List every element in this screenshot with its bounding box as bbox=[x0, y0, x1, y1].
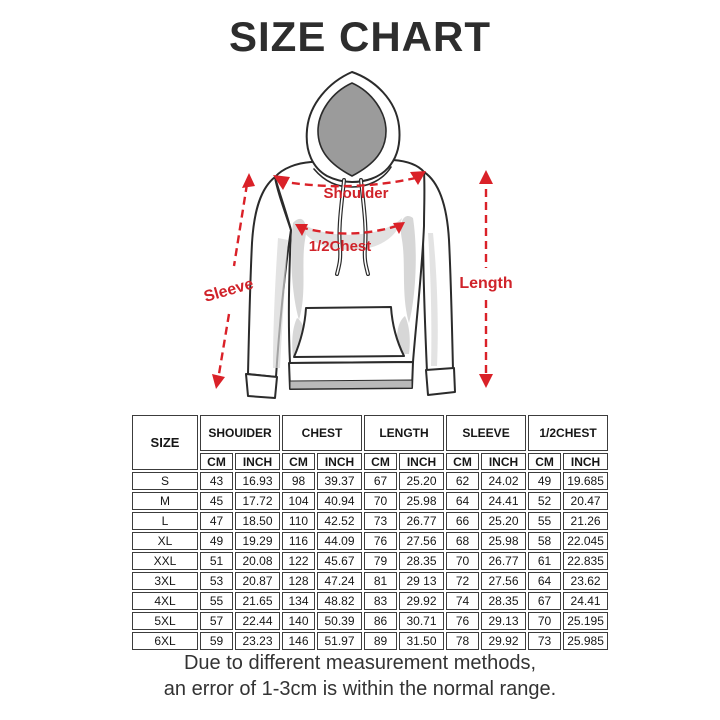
value-cell: 25.985 bbox=[563, 632, 608, 650]
hoodie-illustration bbox=[185, 68, 535, 408]
size-cell: XL bbox=[132, 532, 198, 550]
value-cell: 21.65 bbox=[235, 592, 280, 610]
value-cell: 24.41 bbox=[481, 492, 526, 510]
value-cell: 22.835 bbox=[563, 552, 608, 570]
value-cell: 64 bbox=[528, 572, 561, 590]
value-cell: 122 bbox=[282, 552, 315, 570]
table-row bbox=[132, 612, 608, 630]
value-cell: 78 bbox=[446, 632, 479, 650]
value-cell: 62 bbox=[446, 472, 479, 490]
unit-header-cell: CM bbox=[200, 453, 233, 470]
footer-note-line2: an error of 1-3cm is within the normal range. bbox=[163, 678, 557, 700]
value-cell: 79 bbox=[364, 552, 397, 570]
table-row bbox=[132, 632, 608, 650]
value-cell: 28.35 bbox=[399, 552, 444, 570]
size-header-cell: SIZE bbox=[132, 415, 198, 470]
value-cell: 16.93 bbox=[235, 472, 280, 490]
value-cell: 20.08 bbox=[235, 552, 280, 570]
group-header-half-chest: 1/2CHEST bbox=[528, 415, 608, 451]
size-cell: L bbox=[132, 512, 198, 530]
table-row bbox=[132, 492, 608, 510]
value-cell: 70 bbox=[528, 612, 561, 630]
value-cell: 48.82 bbox=[317, 592, 362, 610]
value-cell: 45 bbox=[200, 492, 233, 510]
unit-header-cell: CM bbox=[528, 453, 561, 470]
table-row bbox=[132, 592, 608, 610]
value-cell: 19.685 bbox=[563, 472, 608, 490]
value-cell: 23.23 bbox=[235, 632, 280, 650]
value-cell: 74 bbox=[446, 592, 479, 610]
value-cell: 29.92 bbox=[399, 592, 444, 610]
page-title: SIZE CHART bbox=[229, 13, 491, 60]
value-cell: 128 bbox=[282, 572, 315, 590]
unit-header-cell: INCH bbox=[399, 453, 444, 470]
value-cell: 57 bbox=[200, 612, 233, 630]
value-cell: 39.37 bbox=[317, 472, 362, 490]
length-label: Length bbox=[459, 275, 513, 292]
value-cell: 18.50 bbox=[235, 512, 280, 530]
size-cell: M bbox=[132, 492, 198, 510]
size-cell: 6XL bbox=[132, 632, 198, 650]
value-cell: 22.045 bbox=[563, 532, 608, 550]
unit-header-row bbox=[132, 453, 608, 470]
value-cell: 51.97 bbox=[317, 632, 362, 650]
group-header-length: LENGTH bbox=[364, 415, 444, 451]
value-cell: 45.67 bbox=[317, 552, 362, 570]
value-cell: 146 bbox=[282, 632, 315, 650]
value-cell: 22.44 bbox=[235, 612, 280, 630]
value-cell: 26.77 bbox=[399, 512, 444, 530]
value-cell: 51 bbox=[200, 552, 233, 570]
value-cell: 20.87 bbox=[235, 572, 280, 590]
unit-header-cell: INCH bbox=[235, 453, 280, 470]
unit-header-cell: CM bbox=[282, 453, 315, 470]
value-cell: 26.77 bbox=[481, 552, 526, 570]
group-header-row bbox=[132, 415, 608, 451]
value-cell: 55 bbox=[528, 512, 561, 530]
size-cell: 5XL bbox=[132, 612, 198, 630]
value-cell: 42.52 bbox=[317, 512, 362, 530]
value-cell: 64 bbox=[446, 492, 479, 510]
hoodie-diagram-svg bbox=[185, 68, 535, 408]
value-cell: 66 bbox=[446, 512, 479, 530]
unit-header-cell: INCH bbox=[563, 453, 608, 470]
size-cell: XXL bbox=[132, 552, 198, 570]
value-cell: 61 bbox=[528, 552, 561, 570]
table-row bbox=[132, 532, 608, 550]
value-cell: 59 bbox=[200, 632, 233, 650]
size-cell: 3XL bbox=[132, 572, 198, 590]
value-cell: 17.72 bbox=[235, 492, 280, 510]
value-cell: 23.62 bbox=[563, 572, 608, 590]
value-cell: 28.35 bbox=[481, 592, 526, 610]
value-cell: 104 bbox=[282, 492, 315, 510]
value-cell: 58 bbox=[528, 532, 561, 550]
table-row bbox=[132, 472, 608, 490]
group-header-chest: CHEST bbox=[282, 415, 362, 451]
value-cell: 43 bbox=[200, 472, 233, 490]
value-cell: 47 bbox=[200, 512, 233, 530]
footer-note-line1: Due to different measurement methods, bbox=[183, 652, 537, 674]
size-cell: S bbox=[132, 472, 198, 490]
size-cell: 4XL bbox=[132, 592, 198, 610]
value-cell: 72 bbox=[446, 572, 479, 590]
value-cell: 89 bbox=[364, 632, 397, 650]
shoulder-label: Shoulder bbox=[323, 185, 389, 202]
value-cell: 27.56 bbox=[481, 572, 526, 590]
value-cell: 140 bbox=[282, 612, 315, 630]
value-cell: 110 bbox=[282, 512, 315, 530]
value-cell: 44.09 bbox=[317, 532, 362, 550]
value-cell: 21.26 bbox=[563, 512, 608, 530]
value-cell: 76 bbox=[364, 532, 397, 550]
value-cell: 25.20 bbox=[399, 472, 444, 490]
value-cell: 55 bbox=[200, 592, 233, 610]
value-cell: 24.02 bbox=[481, 472, 526, 490]
value-cell: 29 13 bbox=[399, 572, 444, 590]
unit-header-cell: CM bbox=[364, 453, 397, 470]
group-header-shoulder: SHOUIDER bbox=[200, 415, 280, 451]
value-cell: 70 bbox=[364, 492, 397, 510]
value-cell: 76 bbox=[446, 612, 479, 630]
sleeve-label: Sleeve bbox=[202, 275, 256, 306]
half-chest-label: 1/2Chest bbox=[308, 238, 372, 255]
sleeve-arrow-upper bbox=[234, 184, 247, 266]
size-table-body bbox=[132, 472, 608, 650]
value-cell: 25.98 bbox=[481, 532, 526, 550]
value-cell: 52 bbox=[528, 492, 561, 510]
table-row bbox=[132, 572, 608, 590]
value-cell: 47.24 bbox=[317, 572, 362, 590]
value-cell: 27.56 bbox=[399, 532, 444, 550]
value-cell: 70 bbox=[446, 552, 479, 570]
value-cell: 30.71 bbox=[399, 612, 444, 630]
value-cell: 25.20 bbox=[481, 512, 526, 530]
value-cell: 29.92 bbox=[481, 632, 526, 650]
value-cell: 50.39 bbox=[317, 612, 362, 630]
value-cell: 25.98 bbox=[399, 492, 444, 510]
value-cell: 40.94 bbox=[317, 492, 362, 510]
value-cell: 73 bbox=[364, 512, 397, 530]
group-header-sleeve: SLEEVE bbox=[446, 415, 526, 451]
value-cell: 67 bbox=[364, 472, 397, 490]
table-row bbox=[132, 512, 608, 530]
value-cell: 68 bbox=[446, 532, 479, 550]
value-cell: 134 bbox=[282, 592, 315, 610]
value-cell: 81 bbox=[364, 572, 397, 590]
value-cell: 20.47 bbox=[563, 492, 608, 510]
sleeve-arrow-lower bbox=[218, 314, 229, 380]
table-row bbox=[132, 552, 608, 570]
footer-note bbox=[0, 650, 720, 702]
value-cell: 73 bbox=[528, 632, 561, 650]
value-cell: 24.41 bbox=[563, 592, 608, 610]
value-cell: 29.13 bbox=[481, 612, 526, 630]
value-cell: 25.195 bbox=[563, 612, 608, 630]
unit-header-cell: INCH bbox=[317, 453, 362, 470]
size-table bbox=[130, 413, 610, 652]
value-cell: 49 bbox=[200, 532, 233, 550]
unit-header-cell: CM bbox=[446, 453, 479, 470]
value-cell: 67 bbox=[528, 592, 561, 610]
value-cell: 116 bbox=[282, 532, 315, 550]
value-cell: 19.29 bbox=[235, 532, 280, 550]
value-cell: 83 bbox=[364, 592, 397, 610]
value-cell: 53 bbox=[200, 572, 233, 590]
value-cell: 86 bbox=[364, 612, 397, 630]
value-cell: 31.50 bbox=[399, 632, 444, 650]
value-cell: 98 bbox=[282, 472, 315, 490]
value-cell: 49 bbox=[528, 472, 561, 490]
unit-header-cell: INCH bbox=[481, 453, 526, 470]
